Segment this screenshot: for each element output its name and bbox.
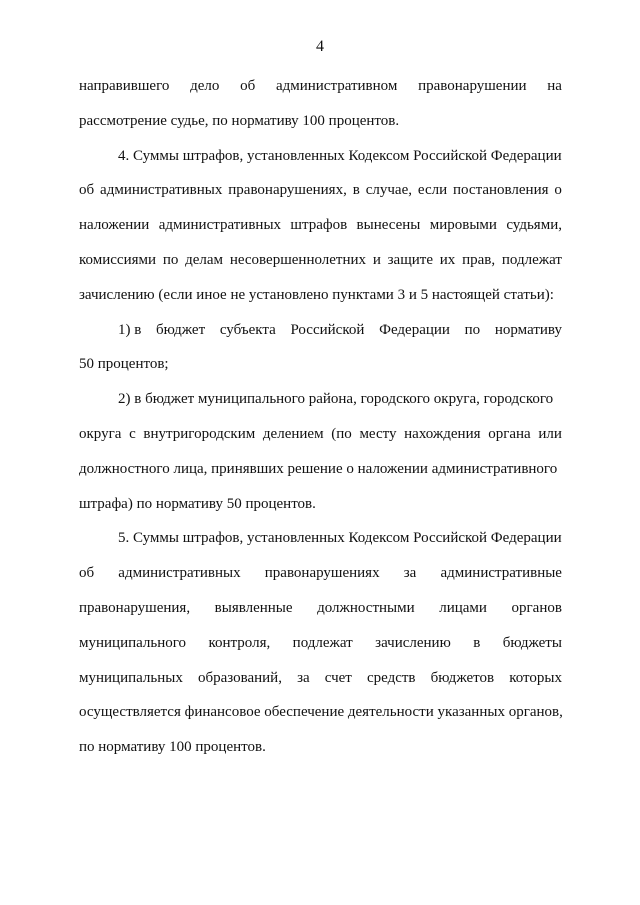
line-word: постановления — [453, 182, 549, 199]
line-word: зачислению — [375, 634, 451, 651]
line-word: средств — [366, 669, 416, 686]
line-word: которых — [509, 669, 562, 686]
text-line — [79, 211, 562, 246]
line-word: (по — [331, 425, 352, 442]
line-word: об — [240, 78, 256, 94]
text-line — [79, 664, 562, 699]
text-line: 5. Суммы штрафов, установленных Кодексом Российской Федерации — [118, 530, 562, 547]
line-word: дело — [190, 78, 220, 94]
line-word: за — [297, 669, 310, 686]
line-word: контроля, — [208, 634, 271, 651]
text-line: 4. Суммы штрафов, установленных Кодексом Российской Федерации — [118, 147, 562, 164]
line-word: Российской — [290, 321, 365, 338]
line-word: делением — [262, 425, 324, 442]
line-word: органа — [488, 425, 531, 442]
line-word: месту — [359, 425, 397, 442]
line-word: округа — [79, 425, 122, 442]
line-word: случае, — [365, 182, 413, 199]
line-word: об — [79, 182, 95, 199]
line-word: счет — [324, 669, 352, 686]
line-word: органов — [511, 599, 562, 616]
line-word: штрафов — [290, 217, 348, 234]
line-word: за — [403, 565, 417, 582]
line-word: делам — [185, 251, 224, 268]
line-word: судьями, — [506, 217, 562, 234]
line-word: 1) в — [118, 321, 142, 338]
line-word: бюджет — [156, 321, 206, 338]
text-line: 50 процентов; — [79, 356, 169, 373]
line-word: с — [129, 425, 136, 442]
line-word: административном — [275, 78, 398, 94]
line-word: должностными — [317, 599, 415, 616]
line-word: Федерации — [379, 321, 450, 338]
line-word: нахождения — [404, 425, 481, 442]
line-word: субъекта — [219, 321, 276, 338]
line-word: административных — [100, 182, 223, 199]
line-word: муниципального — [79, 634, 187, 651]
line-word: о — [554, 182, 562, 199]
line-word: по — [162, 251, 179, 268]
line-word: по — [464, 321, 481, 338]
text-line: должностного лица, принявших решение о наложении административного — [79, 460, 558, 477]
line-word: на — [547, 78, 562, 94]
text-line — [79, 420, 562, 455]
line-word: правонарушениях, — [228, 182, 347, 199]
line-word: если — [417, 182, 448, 199]
line-word: образований, — [197, 669, 282, 686]
line-word: бюджетов — [430, 669, 495, 686]
text-line — [79, 246, 562, 281]
line-word: в — [473, 634, 481, 651]
line-word: муниципальных — [79, 669, 183, 686]
line-word: бюджеты — [502, 634, 562, 651]
line-word: правонарушения, — [79, 599, 191, 616]
text-line — [79, 72, 562, 107]
text-line — [79, 594, 562, 629]
line-word: об — [79, 565, 95, 582]
line-word: защите — [387, 251, 433, 268]
text-line — [79, 629, 562, 664]
text-line — [79, 559, 562, 594]
line-word: наложении — [79, 217, 150, 234]
line-word: внутригородским — [143, 425, 256, 442]
line-word: подлежат — [501, 251, 562, 268]
text-line — [79, 176, 562, 211]
line-word: или — [538, 425, 562, 442]
text-line: осуществляется финансовое обеспечение деятельности указанных органов, — [79, 704, 563, 721]
line-word: нормативу — [494, 321, 562, 338]
line-word: комиссиями — [79, 251, 157, 268]
line-word: правонарушениях — [264, 565, 380, 582]
text-line — [79, 316, 562, 351]
text-line: зачислению (если иное не установлено пунктами 3 и 5 настоящей статьи): — [79, 286, 554, 303]
line-word: мировыми — [429, 217, 497, 234]
line-word: и — [372, 251, 381, 268]
line-word: подлежат — [292, 634, 353, 651]
line-word: выявленные — [214, 599, 293, 616]
line-word: вынесены — [356, 217, 421, 234]
text-line: штрафа) по нормативу 50 процентов. — [79, 495, 316, 512]
text-line: 2) в бюджет муниципального района, городского округа, городского — [118, 391, 554, 408]
text-line: рассмотрение судье, по нормативу 100 процентов. — [79, 112, 400, 129]
line-word: правонарушении — [418, 78, 527, 94]
document-body — [79, 72, 562, 768]
line-word: прав, — [462, 251, 496, 268]
line-word: административные — [440, 565, 562, 582]
line-word: лицами — [439, 599, 487, 616]
line-word: их — [439, 251, 456, 268]
text-line: по нормативу 100 процентов. — [79, 739, 266, 756]
line-word: административных — [118, 565, 241, 582]
line-word: в — [352, 182, 360, 199]
line-word: направившего — [79, 78, 170, 94]
line-word: несовершеннолетних — [229, 251, 367, 268]
line-word: административных — [158, 217, 282, 234]
page-number: 4 — [316, 38, 324, 55]
